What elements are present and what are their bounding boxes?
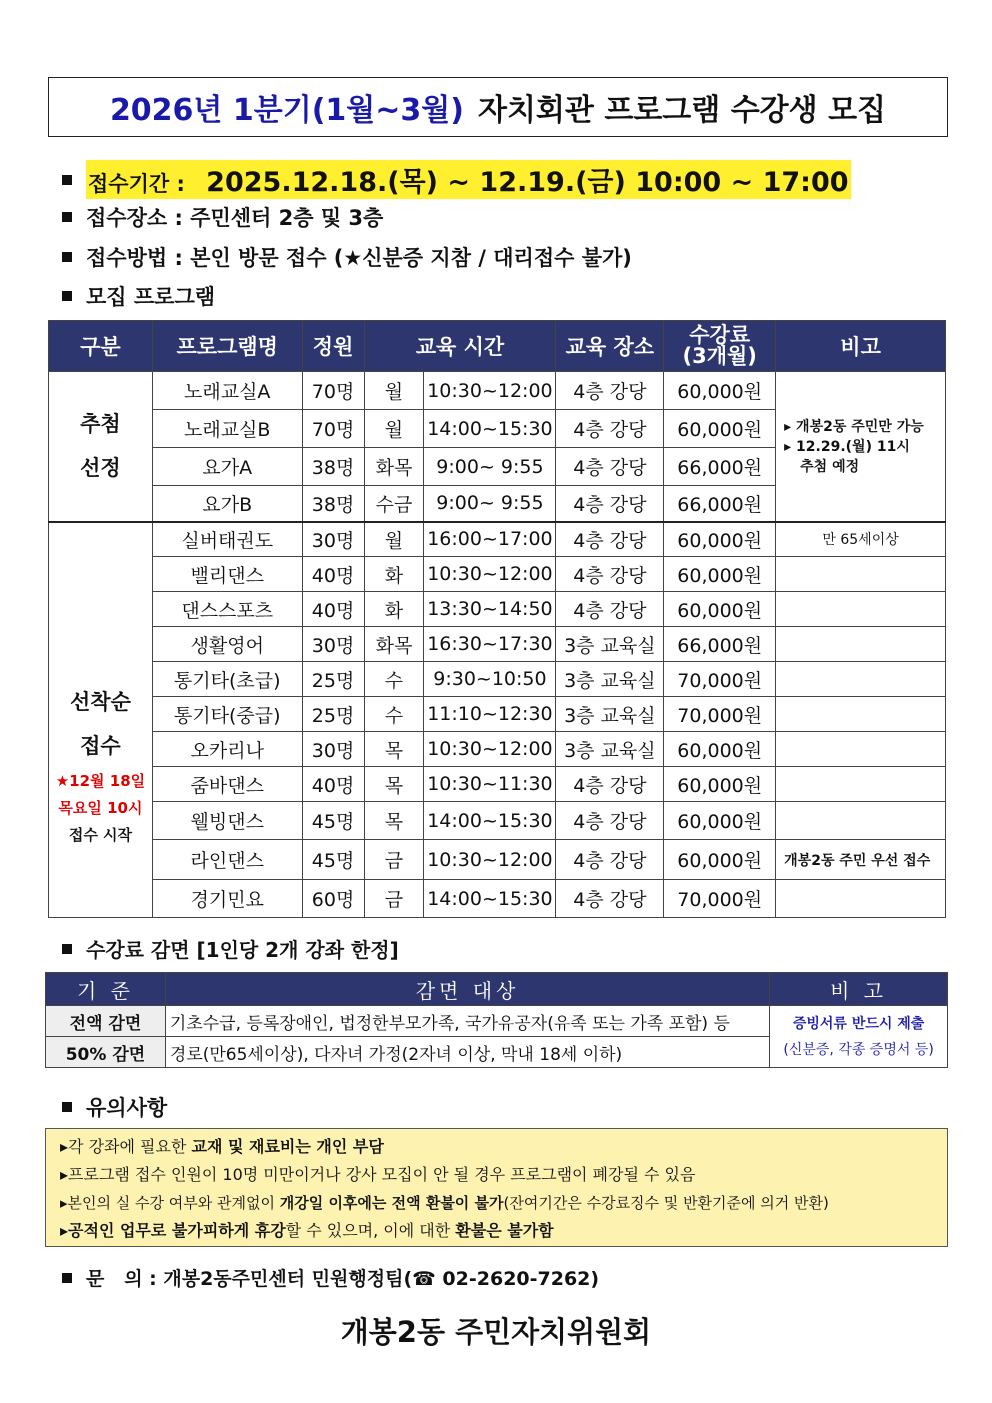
programs-heading bbox=[62, 281, 215, 311]
program-fee: 60,000원 bbox=[664, 557, 776, 592]
discount-header-target: 감면 대상 bbox=[165, 973, 769, 1006]
program-fee: 60,000원 bbox=[664, 592, 776, 627]
program-name: 통기타(초급) bbox=[152, 662, 302, 697]
bullet-icon bbox=[62, 1102, 72, 1112]
period-value: 2025.12.18.(목) ~ 12.19.(금) 10:00 ~ 17:00 bbox=[206, 167, 849, 198]
program-place: 3층 교육실 bbox=[556, 697, 664, 732]
discount-heading-text: 수강료 감면 [1인당 2개 강좌 한정] bbox=[86, 938, 399, 962]
program-capacity: 70명 bbox=[302, 372, 364, 410]
title-period: 2026년 1분기(1월~3월) bbox=[109, 93, 464, 128]
program-capacity: 70명 bbox=[302, 410, 364, 448]
program-name: 통기타(중급) bbox=[152, 697, 302, 732]
program-name: 요가B bbox=[152, 486, 302, 522]
discount-key: 50% 감면 bbox=[46, 1037, 166, 1068]
program-capacity: 38명 bbox=[302, 448, 364, 486]
table-row bbox=[49, 662, 946, 697]
table-row bbox=[49, 697, 946, 732]
program-name: 웰빙댄스 bbox=[152, 802, 302, 840]
bullet-icon bbox=[62, 1273, 72, 1283]
program-fee: 60,000원 bbox=[664, 410, 776, 448]
program-time: 10:30~12:00 bbox=[424, 840, 556, 880]
program-capacity: 45명 bbox=[302, 840, 364, 880]
program-fee: 60,000원 bbox=[664, 732, 776, 767]
period-label: 접수기간 : bbox=[88, 172, 185, 196]
program-day: 월 bbox=[364, 372, 424, 410]
program-place: 4층 강당 bbox=[556, 410, 664, 448]
table-row bbox=[49, 522, 946, 557]
program-day: 금 bbox=[364, 880, 424, 918]
header-fee: 수강료 (3개월) bbox=[664, 321, 776, 372]
program-capacity: 30명 bbox=[302, 627, 364, 662]
program-note bbox=[776, 880, 946, 918]
program-time: 9:00~ 9:55 bbox=[424, 486, 556, 522]
table-row bbox=[49, 880, 946, 918]
program-day: 월 bbox=[364, 522, 424, 557]
program-capacity: 40명 bbox=[302, 557, 364, 592]
reception-place bbox=[62, 202, 383, 232]
program-place: 3층 교육실 bbox=[556, 627, 664, 662]
program-fee: 70,000원 bbox=[664, 697, 776, 732]
program-place: 4층 강당 bbox=[556, 522, 664, 557]
table-row bbox=[49, 592, 946, 627]
program-fee: 66,000원 bbox=[664, 486, 776, 522]
table-header-row bbox=[49, 321, 946, 372]
notes-box bbox=[45, 1128, 948, 1247]
discount-header-remark: 비 고 bbox=[770, 973, 948, 1006]
program-time: 13:30~14:50 bbox=[424, 592, 556, 627]
program-capacity: 40명 bbox=[302, 592, 364, 627]
program-time: 10:30~12:00 bbox=[424, 372, 556, 410]
program-note bbox=[776, 557, 946, 592]
bullet-icon bbox=[62, 944, 72, 954]
table-row bbox=[49, 372, 946, 410]
program-place: 4층 강당 bbox=[556, 840, 664, 880]
program-note bbox=[776, 767, 946, 802]
contact bbox=[62, 1264, 599, 1291]
note-3: ▸본인의 실 수강 여부와 관계없이 개강일 이후에는 전액 환불이 불가(잔여기간은 수강료징수 및 반환기준에 의거 반환) bbox=[60, 1194, 829, 1212]
table-row bbox=[46, 1006, 948, 1037]
footer-org: 개봉2동 주민자치위원회 bbox=[340, 1315, 652, 1349]
program-place: 4층 강당 bbox=[556, 372, 664, 410]
program-time: 16:30~17:30 bbox=[424, 627, 556, 662]
program-place: 3층 교육실 bbox=[556, 732, 664, 767]
program-day: 화목 bbox=[364, 448, 424, 486]
program-time: 14:00~15:30 bbox=[424, 880, 556, 918]
reception-period bbox=[62, 160, 851, 199]
program-place: 4층 강당 bbox=[556, 448, 664, 486]
program-name: 라인댄스 bbox=[152, 840, 302, 880]
program-fee: 66,000원 bbox=[664, 448, 776, 486]
program-place: 3층 교육실 bbox=[556, 662, 664, 697]
program-fee: 60,000원 bbox=[664, 767, 776, 802]
program-place: 4층 강당 bbox=[556, 592, 664, 627]
program-day: 목 bbox=[364, 802, 424, 840]
table-row bbox=[49, 840, 946, 880]
method-text: 접수방법 : 본인 방문 접수 (★신분증 지참 / 대리접수 불가) bbox=[86, 246, 632, 270]
program-time: 9:30~10:50 bbox=[424, 662, 556, 697]
programs-heading-text: 모집 프로그램 bbox=[86, 285, 216, 309]
program-capacity: 60명 bbox=[302, 880, 364, 918]
program-table bbox=[48, 320, 946, 918]
program-fee: 70,000원 bbox=[664, 880, 776, 918]
header-capacity: 정원 bbox=[302, 321, 364, 372]
discount-target: 경로(만65세이상), 다자녀 가정(2자녀 이상, 막내 18세 이하) bbox=[165, 1037, 769, 1068]
program-fee: 60,000원 bbox=[664, 802, 776, 840]
program-fee: 60,000원 bbox=[664, 522, 776, 557]
page-title bbox=[48, 77, 948, 137]
note-2: ▸프로그램 접수 인원이 10명 미만이거나 강사 모집이 안 될 경우 프로그램이 폐강될 수 있음 bbox=[60, 1165, 696, 1184]
discount-remark bbox=[770, 1006, 948, 1068]
program-name: 경기민요 bbox=[152, 880, 302, 918]
bullet-icon bbox=[62, 291, 72, 301]
bullet-icon bbox=[62, 252, 72, 262]
program-capacity: 30명 bbox=[302, 732, 364, 767]
program-day: 화 bbox=[364, 592, 424, 627]
program-day: 월 bbox=[364, 410, 424, 448]
program-capacity: 25명 bbox=[302, 697, 364, 732]
program-capacity: 40명 bbox=[302, 767, 364, 802]
program-name: 생활영어 bbox=[152, 627, 302, 662]
program-time: 14:00~15:30 bbox=[424, 802, 556, 840]
program-time: 11:10~12:30 bbox=[424, 697, 556, 732]
bullet-icon bbox=[62, 175, 72, 185]
title-main: 자치회관 프로그램 수강생 모집 bbox=[477, 93, 887, 128]
discount-header-key: 기 준 bbox=[46, 973, 166, 1006]
program-name: 노래교실A bbox=[152, 372, 302, 410]
program-note bbox=[776, 627, 946, 662]
program-name: 밸리댄스 bbox=[152, 557, 302, 592]
remark-line-2: (신분증, 각종 증명서 등) bbox=[783, 1041, 934, 1058]
reception-method bbox=[62, 242, 632, 272]
group-label: 추첨 선정 bbox=[49, 372, 153, 522]
program-capacity: 45명 bbox=[302, 802, 364, 840]
program-fee: 60,000원 bbox=[664, 840, 776, 880]
program-place: 4층 강당 bbox=[556, 767, 664, 802]
program-day: 수 bbox=[364, 697, 424, 732]
program-time: 16:00~17:00 bbox=[424, 522, 556, 557]
program-day: 수 bbox=[364, 662, 424, 697]
program-note: 만 65세이상 bbox=[776, 522, 946, 557]
program-capacity: 30명 bbox=[302, 522, 364, 557]
table-row bbox=[49, 732, 946, 767]
discount-key: 전액 감면 bbox=[46, 1006, 166, 1037]
group-label: 선착순 접수 ★12월 18일 목요일 10시 접수 시작 bbox=[49, 522, 153, 918]
program-time: 9:00~ 9:55 bbox=[424, 448, 556, 486]
program-place: 4층 강당 bbox=[556, 486, 664, 522]
program-fee: 70,000원 bbox=[664, 662, 776, 697]
header-note: 비고 bbox=[776, 321, 946, 372]
program-day: 목 bbox=[364, 767, 424, 802]
program-day: 금 bbox=[364, 840, 424, 880]
table-row bbox=[49, 802, 946, 840]
notes-heading-text: 유의사항 bbox=[86, 1096, 168, 1120]
program-fee: 66,000원 bbox=[664, 627, 776, 662]
program-note bbox=[776, 592, 946, 627]
header-category: 구분 bbox=[49, 321, 153, 372]
program-name: 댄스스포츠 bbox=[152, 592, 302, 627]
bullet-icon bbox=[62, 212, 72, 222]
program-note bbox=[776, 732, 946, 767]
program-time: 10:30~11:30 bbox=[424, 767, 556, 802]
program-time: 14:00~15:30 bbox=[424, 410, 556, 448]
notes-heading bbox=[62, 1092, 167, 1122]
program-name: 오카리나 bbox=[152, 732, 302, 767]
header-place: 교육 장소 bbox=[556, 321, 664, 372]
discount-heading bbox=[62, 934, 399, 963]
table-row bbox=[49, 767, 946, 802]
group-note: ▸ 개봉2동 주민만 가능 ▸ 12.29.(월) 11시 추첨 예정 bbox=[776, 372, 946, 522]
program-day: 목 bbox=[364, 732, 424, 767]
program-day: 화목 bbox=[364, 627, 424, 662]
table-row bbox=[49, 627, 946, 662]
program-time: 10:30~12:00 bbox=[424, 557, 556, 592]
program-name: 줌바댄스 bbox=[152, 767, 302, 802]
program-place: 4층 강당 bbox=[556, 880, 664, 918]
program-note bbox=[776, 802, 946, 840]
program-name: 요가A bbox=[152, 448, 302, 486]
note-4: ▸공적인 업무로 불가피하게 휴강할 수 있으며, 이에 대한 환불은 불가함 bbox=[60, 1221, 554, 1240]
discount-target: 기초수급, 등록장애인, 법정한부모가족, 국가유공자(유족 또는 가족 포함) 등 bbox=[165, 1006, 769, 1037]
note-1: ▸각 강좌에 필요한 교재 및 재료비는 개인 부담 bbox=[60, 1137, 384, 1156]
program-note bbox=[776, 697, 946, 732]
program-name: 노래교실B bbox=[152, 410, 302, 448]
program-day: 수금 bbox=[364, 486, 424, 522]
program-time: 10:30~12:00 bbox=[424, 732, 556, 767]
program-day: 화 bbox=[364, 557, 424, 592]
program-place: 4층 강당 bbox=[556, 802, 664, 840]
program-name: 실버태권도 bbox=[152, 522, 302, 557]
table-row bbox=[49, 557, 946, 592]
start-notice: ★12월 18일 bbox=[55, 772, 146, 791]
contact-text: 문 의 : 개봉2동주민센터 민원행정팀(☎ 02-2620-7262) bbox=[86, 1268, 600, 1290]
header-name: 프로그램명 bbox=[152, 321, 302, 372]
program-place: 4층 강당 bbox=[556, 557, 664, 592]
program-capacity: 25명 bbox=[302, 662, 364, 697]
place-text: 접수장소 : 주민센터 2층 및 3층 bbox=[86, 206, 384, 230]
program-fee: 60,000원 bbox=[664, 372, 776, 410]
program-capacity: 38명 bbox=[302, 486, 364, 522]
program-note bbox=[776, 662, 946, 697]
program-note: 개봉2동 주민 우선 접수 bbox=[776, 840, 946, 880]
header-time: 교육 시간 bbox=[364, 321, 556, 372]
discount-table bbox=[45, 972, 948, 1068]
remark-line-1: 증빙서류 반드시 제출 bbox=[792, 1015, 925, 1032]
